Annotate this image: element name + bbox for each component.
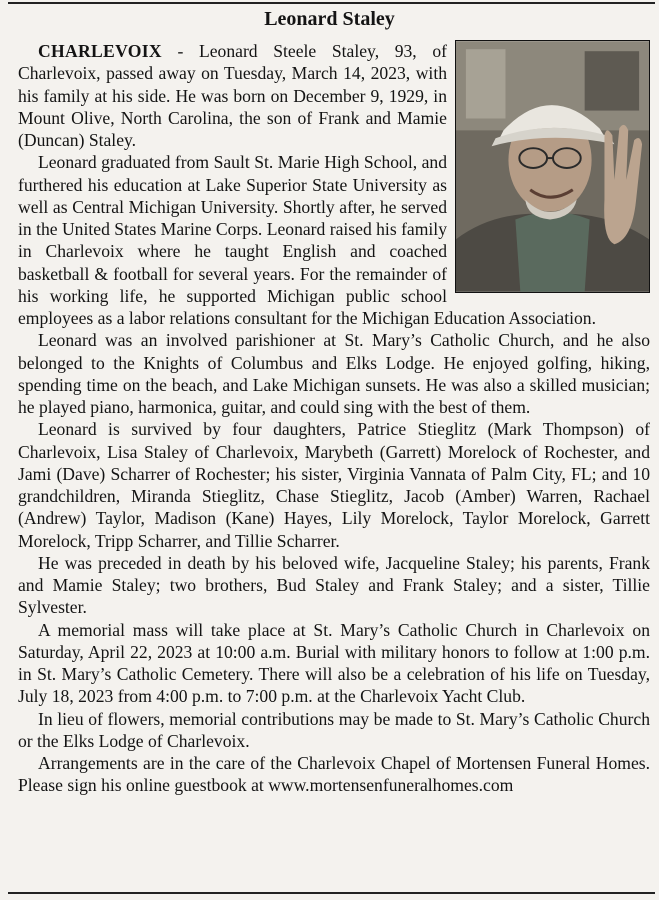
top-rule (8, 2, 655, 4)
bottom-rule (8, 892, 655, 894)
paragraph-8: Arrangements are in the care of the Charlevoix Chapel of Mortensen Funeral Homes. Please sign his online guestbook at www.mortensenfuneralhomes.com (18, 753, 650, 796)
paragraph-2: Leonard graduated from Sault St. Marie High School, and furthered his education at Lake Superior State University as well as Central Michigan University. Shortly after, he served in the United States Marine Corps. Leonard raised his family in Charlevoix where he taught English and coached basketball & football for several years. For the remainder of his working life, he supported Michigan public school employees as a labor relations consultant for the Michigan Education Association. (18, 152, 596, 328)
paragraph-7: In lieu of flowers, memorial contributions may be made to St. Mary’s Catholic Church or the Elks Lodge of Charlevoix. (18, 708, 650, 751)
dateline: CHARLEVOIX (38, 41, 162, 61)
portrait-illustration (456, 41, 649, 292)
portrait-photo (455, 40, 650, 293)
paragraph-1-body: - Leonard Steele Staley, 93, of Charlevoix, passed away on Tuesday, March 14, 2023, with his family at his side. He was born on December 9, 1929, in Mount Olive, North Carolina, the son of Frank and Mamie (Duncan) Staley. (18, 41, 447, 150)
paragraph-5: He was preceded in death by his beloved wife, Jacqueline Staley; his parents, Frank and Mamie Staley; two brothers, Bud Staley and Frank Staley; and a sister, Tillie Sylvester. (18, 552, 650, 618)
paragraph-6: A memorial mass will take place at St. Mary’s Catholic Church in Charlevoix on Saturday, April 22, 2023 at 10:00 a.m. Burial with military honors to follow at 1:00 p.m. in St. Mary’s Catholic Cemetery. There will also be a celebration of his life on Tuesday, July 18, 2023 from 4:00 p.m. to 7:00 p.m. at the Charlevoix Yacht Club. (18, 619, 650, 707)
obituary-headline: Leonard Staley (264, 8, 395, 30)
paragraph-4: Leonard is survived by four daughters, Patrice Stieglitz (Mark Thompson) of Charlevoix, Lisa Staley of Charlevoix, Marybeth (Garrett) Morelock of Rochester, and Jami (Dave) Scharrer of Rochester; his sister, Virginia Vannata of Palm City, FL; and 10 grandchildren, Miranda Stieglitz, Chase Stieglitz, Jacob (Amber) Warren, Rachael (Andrew) Taylor, Madison (Kane) Hayes, Lily Morelock, Taylor Morelock, Garrett Morelock, Tripp Scharrer, and Tillie Scharrer. (18, 419, 650, 551)
paragraph-3: Leonard was an involved parishioner at St. Mary’s Catholic Church, and he also belonged to the Knights of Columbus and Elks Lodge. He enjoyed golfing, hiking, spending time on the beach, and Lake Michigan sunsets. He was also a skilled musician; he played piano, harmonica, guitar, and could sing with the best of them. (18, 330, 650, 417)
obituary-article (18, 40, 650, 797)
